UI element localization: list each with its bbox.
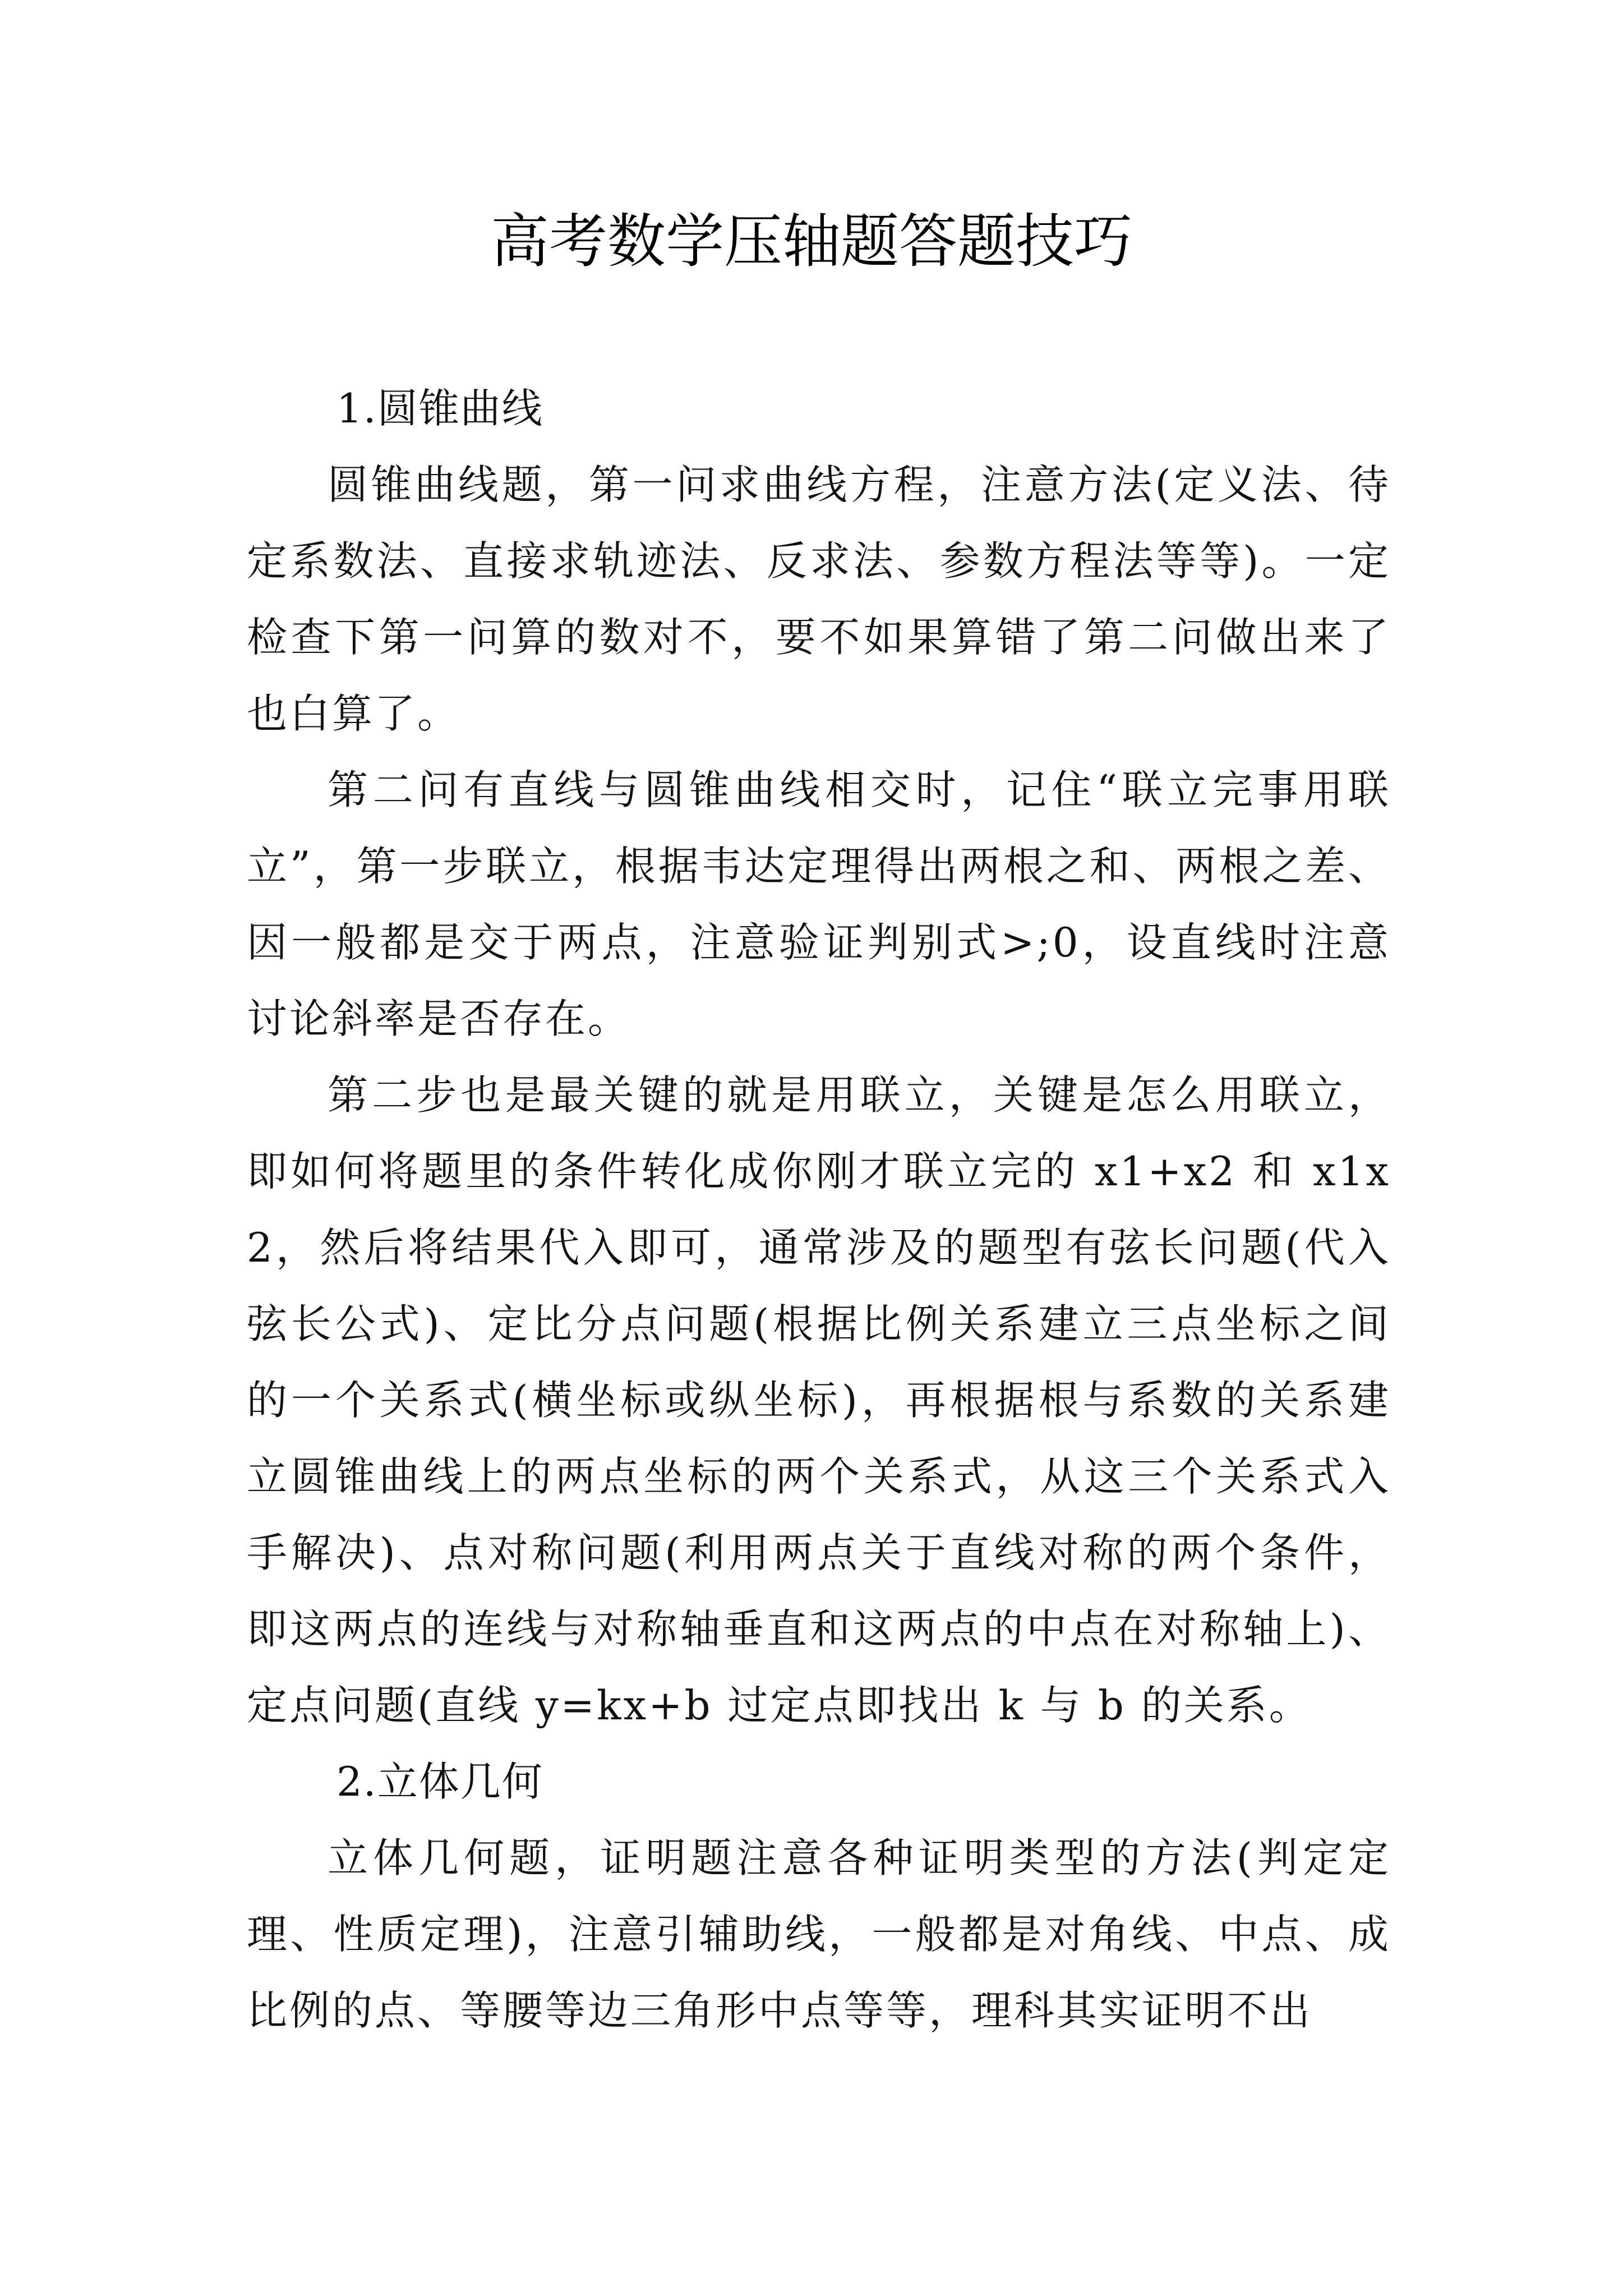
paragraph-solid-geometry: 立体几何题，证明题注意各种证明类型的方法(判定定理、性质定理)，注意引辅助线，一般都是对角线、中点、成比例的点、等腰等边三角形中点等等，理科其实证明不出 xyxy=(247,1834,1391,2034)
document-body xyxy=(247,370,1391,2049)
section-heading-solid-geometry: 2.立体几何 xyxy=(336,1758,543,1805)
paragraph-conic-second-question: 第二问有直线与圆锥曲线相交时，记住“联立完事用联立”，第一步联立，根据韦达定理得出两根之和、两根之差、因一般都是交于两点，注意验证判别式>;0，设直线时注意讨论斜率是否存在。 xyxy=(247,766,1391,1042)
paragraph-conic-step-two: 第二步也是最关键的就是用联立，关键是怎么用联立，即如何将题里的条件转化成你刚才联立完的 x1+x2 和 x1x2，然后将结果代入即可，通常涉及的题型有弦长问题(代入弦长公式)、定比分点问题(根据比例关系建立三点坐标之间的一个关系式(横坐标或纵坐标)，再根据根与系数的关系建立圆锥曲线上的两点坐标的两个关系式，从这三个关系式入手解决)、点对称问题(利用两点关于直线对称的两个条件，即这两点的连线与对称轴垂直和这两点的中点在对称轴上)、定点问题(直线 y=kx+b 过定点即找出 k 与 b 的关系。 xyxy=(247,1071,1391,1729)
paragraph-conic-first-question: 圆锥曲线题，第一问求曲线方程，注意方法(定义法、待定系数法、直接求轨迹法、反求法、参数方程法等等)。一定检查下第一问算的数对不，要不如果算错了第二问做出来了也白算了。 xyxy=(247,461,1391,737)
document-title: 高考数学压轴题答题技巧 xyxy=(490,207,1132,275)
section-heading-conic: 1.圆锥曲线 xyxy=(336,385,543,432)
